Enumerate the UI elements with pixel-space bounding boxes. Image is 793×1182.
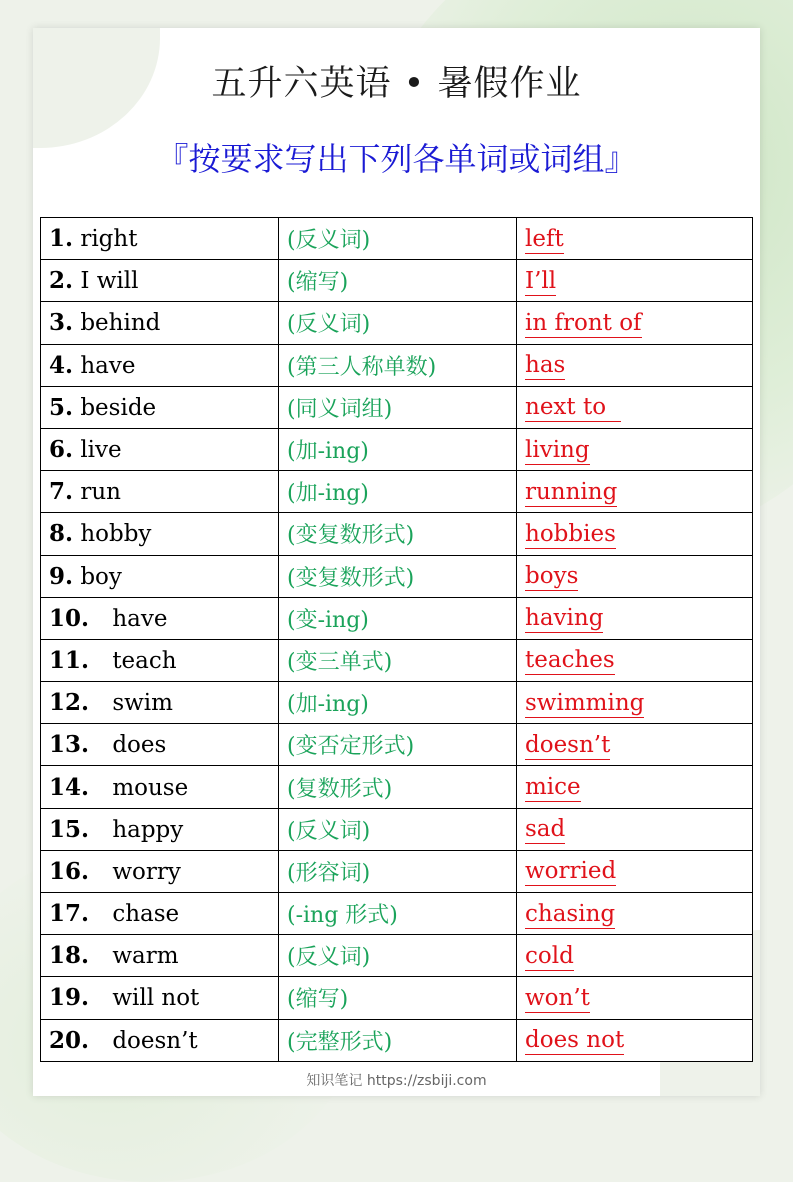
requirement-cell: (-ing 形式) xyxy=(279,893,517,935)
table-row xyxy=(41,808,753,850)
answer-text: hobbies xyxy=(525,520,616,547)
answer-text: left xyxy=(525,225,564,252)
word-text: does xyxy=(112,732,167,759)
word-text: teach xyxy=(112,647,177,674)
answer-text: worried xyxy=(525,858,617,885)
item-number: 13. xyxy=(49,731,90,759)
table-row xyxy=(41,555,753,597)
answer-cell xyxy=(517,935,753,977)
answer-text: living xyxy=(525,436,590,463)
answer-cell xyxy=(517,977,753,1019)
word-cell xyxy=(41,555,279,597)
word-cell xyxy=(41,808,279,850)
word-cell xyxy=(41,1019,279,1061)
item-number: 9. xyxy=(49,562,74,590)
word-text: doesn’t xyxy=(112,1027,198,1054)
answer-text: mice xyxy=(525,774,581,801)
answer-text: cold xyxy=(525,942,574,969)
table-row xyxy=(41,471,753,513)
answer-cell xyxy=(517,555,753,597)
requirement-cell: (变-ing) xyxy=(279,597,517,639)
word-text: live xyxy=(80,437,122,464)
answer-text: I’ll xyxy=(525,267,557,294)
requirement-cell: (同义词组) xyxy=(279,386,517,428)
word-cell xyxy=(41,386,279,428)
word-cell xyxy=(41,218,279,260)
requirement-cell: (加-ing) xyxy=(279,471,517,513)
answer-cell xyxy=(517,808,753,850)
word-cell xyxy=(41,724,279,766)
item-number: 14. xyxy=(49,773,90,801)
word-cell xyxy=(41,302,279,344)
answer-text: boys xyxy=(525,563,579,590)
item-number: 11. xyxy=(49,646,90,674)
answer-cell xyxy=(517,1019,753,1061)
answer-text: in front of xyxy=(525,309,642,336)
requirement-cell: (缩写) xyxy=(279,977,517,1019)
answer-text: sad xyxy=(525,816,566,843)
table-row xyxy=(41,1019,753,1061)
word-cell xyxy=(41,513,279,555)
table-row xyxy=(41,218,753,260)
word-cell xyxy=(41,766,279,808)
requirement-cell: (变复数形式) xyxy=(279,513,517,555)
word-cell xyxy=(41,344,279,386)
item-number: 6. xyxy=(49,436,74,464)
word-cell xyxy=(41,260,279,302)
word-cell xyxy=(41,935,279,977)
worksheet-title: 五升六英语 • 暑假作业 xyxy=(211,64,582,104)
requirement-cell: (反义词) xyxy=(279,218,517,260)
word-text: chase xyxy=(112,901,180,928)
item-number: 18. xyxy=(49,942,90,970)
requirement-cell: (完整形式) xyxy=(279,1019,517,1061)
requirement-cell: (变否定形式) xyxy=(279,724,517,766)
answer-cell xyxy=(517,682,753,724)
item-number: 10. xyxy=(49,604,90,632)
table-row xyxy=(41,850,753,892)
answer-cell xyxy=(517,597,753,639)
table-row xyxy=(41,935,753,977)
answer-text: chasing xyxy=(525,900,616,927)
requirement-cell: (反义词) xyxy=(279,808,517,850)
item-number: 16. xyxy=(49,857,90,885)
word-text: mouse xyxy=(112,774,189,801)
answer-text: teaches xyxy=(525,647,615,674)
answer-cell xyxy=(517,386,753,428)
word-text: warm xyxy=(112,943,179,970)
requirement-cell: (加-ing) xyxy=(279,428,517,470)
table-row xyxy=(41,639,753,681)
table-row xyxy=(41,344,753,386)
requirement-cell: (第三人称单数) xyxy=(279,344,517,386)
word-text: will not xyxy=(112,985,200,1012)
answer-cell xyxy=(517,893,753,935)
answer-cell xyxy=(517,724,753,766)
table-row xyxy=(41,724,753,766)
word-cell xyxy=(41,893,279,935)
item-number: 17. xyxy=(49,900,90,928)
answer-text: next to xyxy=(525,394,621,421)
requirement-cell: (加-ing) xyxy=(279,682,517,724)
answer-cell xyxy=(517,513,753,555)
answer-cell xyxy=(517,344,753,386)
item-number: 15. xyxy=(49,815,90,843)
answer-cell xyxy=(517,260,753,302)
word-text: beside xyxy=(80,394,157,421)
item-number: 5. xyxy=(49,393,74,421)
word-text: I will xyxy=(80,268,139,295)
word-cell xyxy=(41,977,279,1019)
word-cell xyxy=(41,597,279,639)
item-number: 4. xyxy=(49,351,74,379)
word-text: boy xyxy=(80,563,122,590)
answer-cell xyxy=(517,471,753,513)
word-cell xyxy=(41,471,279,513)
table-row xyxy=(41,513,753,555)
item-number: 2. xyxy=(49,267,74,295)
answer-text: has xyxy=(525,352,566,379)
item-number: 1. xyxy=(49,225,74,253)
answer-cell xyxy=(517,766,753,808)
requirement-cell: (反义词) xyxy=(279,302,517,344)
answer-text: swimming xyxy=(525,689,645,716)
requirement-cell: (形容词) xyxy=(279,850,517,892)
word-text: run xyxy=(80,479,121,506)
answer-cell xyxy=(517,639,753,681)
word-text: happy xyxy=(112,816,184,843)
answer-cell xyxy=(517,428,753,470)
footer-watermark: 知识笔记 https://zsbiji.com xyxy=(306,1073,487,1089)
word-text: swim xyxy=(112,690,173,717)
requirement-cell: (变复数形式) xyxy=(279,555,517,597)
answer-cell xyxy=(517,850,753,892)
word-cell xyxy=(41,639,279,681)
table-row xyxy=(41,977,753,1019)
answer-text: does not xyxy=(525,1027,625,1054)
table-row xyxy=(41,682,753,724)
vocabulary-table xyxy=(40,217,753,1062)
requirement-cell: (复数形式) xyxy=(279,766,517,808)
table-row xyxy=(41,386,753,428)
table-row xyxy=(41,302,753,344)
word-text: behind xyxy=(80,310,161,337)
word-text: have xyxy=(112,605,168,632)
requirement-cell: (缩写) xyxy=(279,260,517,302)
item-number: 19. xyxy=(49,984,90,1012)
item-number: 20. xyxy=(49,1026,90,1054)
answer-text: doesn’t xyxy=(525,731,611,758)
requirement-cell: (反义词) xyxy=(279,935,517,977)
table-row xyxy=(41,260,753,302)
instruction-heading: 『按要求写出下列各单词或词组』 xyxy=(156,140,637,178)
word-cell xyxy=(41,682,279,724)
item-number: 8. xyxy=(49,520,74,548)
word-cell xyxy=(41,428,279,470)
answer-text: running xyxy=(525,478,618,505)
item-number: 12. xyxy=(49,689,90,717)
word-text: worry xyxy=(112,858,181,885)
item-number: 3. xyxy=(49,309,74,337)
table-row xyxy=(41,893,753,935)
requirement-cell: (变三单式) xyxy=(279,639,517,681)
word-text: right xyxy=(80,226,138,253)
answer-text: having xyxy=(525,605,604,632)
word-text: have xyxy=(80,352,136,379)
word-text: hobby xyxy=(80,521,152,548)
answer-cell xyxy=(517,218,753,260)
item-number: 7. xyxy=(49,478,74,506)
table-row xyxy=(41,597,753,639)
table-row xyxy=(41,428,753,470)
table-row xyxy=(41,766,753,808)
word-cell xyxy=(41,850,279,892)
answer-cell xyxy=(517,302,753,344)
answer-text: won’t xyxy=(525,984,590,1011)
